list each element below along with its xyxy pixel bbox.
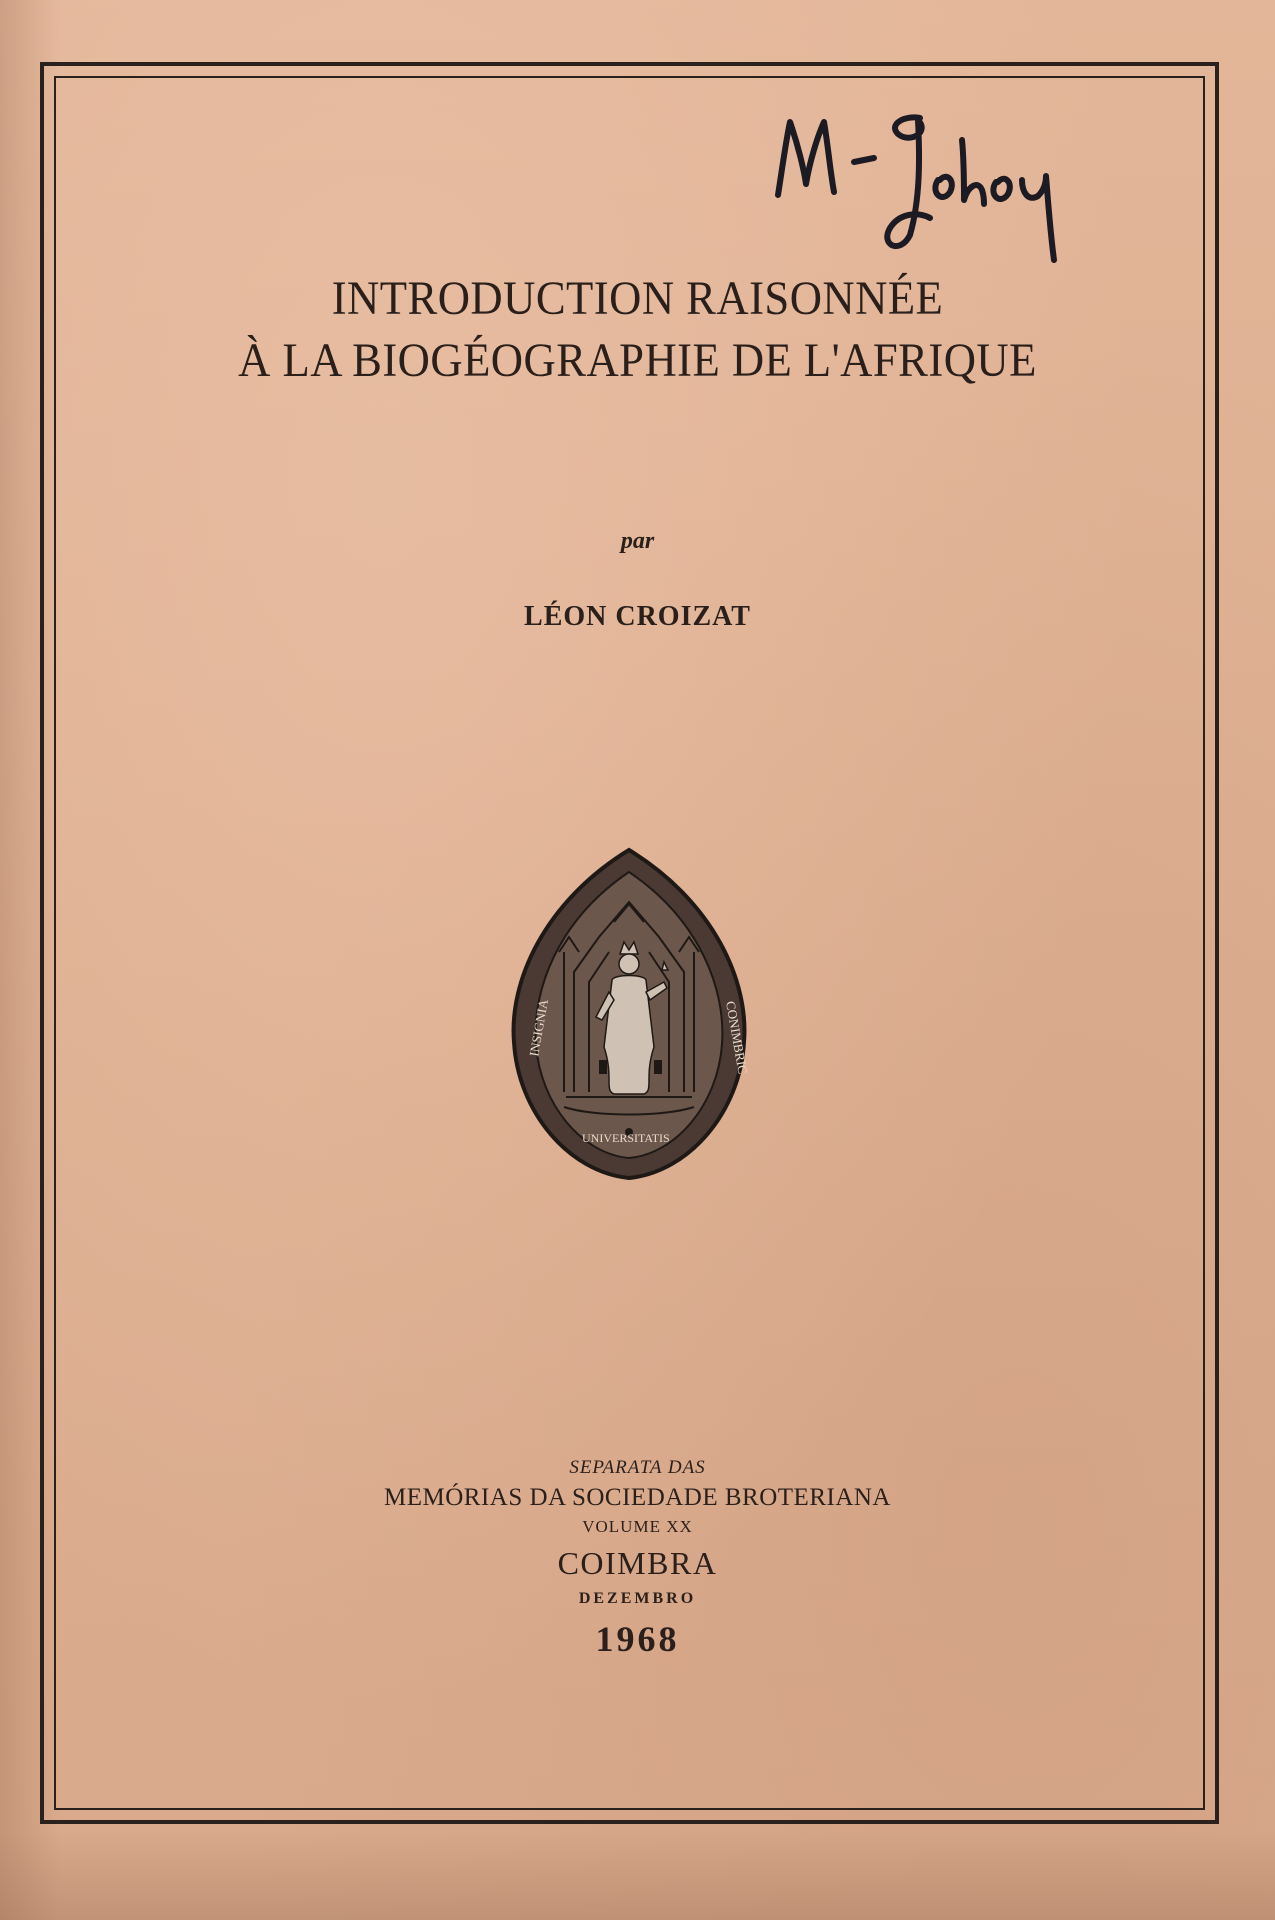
university-seal-icon <box>504 842 754 1186</box>
imprint-volume: VOLUME XX <box>582 1517 693 1536</box>
imprint-month: DEZEMBRO <box>578 1590 697 1607</box>
byline-par: par <box>620 528 655 554</box>
seal-inscription-right: CONIMBRIC <box>723 999 751 1076</box>
imprint-series: MEMÓRIAS DA SOCIEDADE BROTERIANA <box>384 1484 891 1511</box>
seal-inscription-left: INSIGNIA <box>526 998 551 1058</box>
title-line-1: INTRODUCTION RAISONNÉE <box>331 272 944 325</box>
imprint-separata: SEPARATA DAS <box>569 1457 706 1478</box>
book-title <box>45 268 1231 392</box>
author-name: LÉON CROIZAT <box>524 601 751 632</box>
paper-edge-shade-bottom <box>0 1830 1275 1920</box>
title-line-2: À LA BIOGÉOGRAPHIE DE L'AFRIQUE <box>238 334 1037 387</box>
seal-inscription-bottom: UNIVERSITATIS <box>582 1131 670 1145</box>
seal-graphic <box>504 842 754 1186</box>
imprint-city: COIMBRA <box>557 1545 718 1581</box>
imprint-year: 1968 <box>595 1619 680 1659</box>
handwritten-signature <box>770 100 1090 275</box>
